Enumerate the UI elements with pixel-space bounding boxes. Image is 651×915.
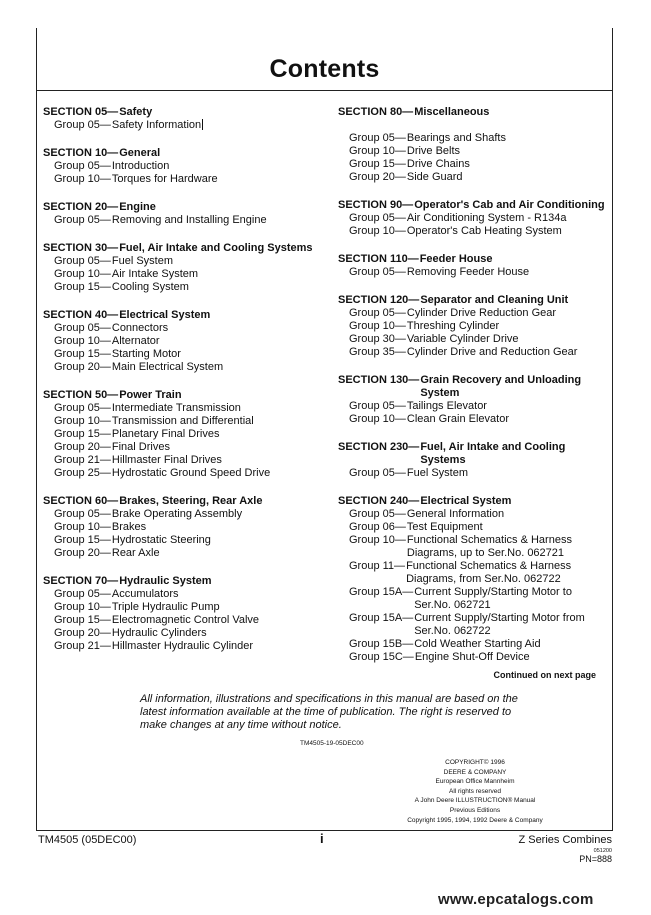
copyright-line: COPYRIGHT© 1996 [445, 759, 505, 766]
toc-group-entry[interactable] [338, 145, 608, 158]
toc-section [43, 389, 328, 480]
footer-date: 051200 [593, 848, 612, 854]
toc-group-name: Hillmaster Hydraulic Cylinder [111, 640, 254, 652]
toc-group-entry[interactable] [338, 612, 608, 638]
toc-section-heading[interactable] [43, 309, 328, 322]
toc-group-code: Group 05— [54, 214, 111, 226]
toc-section-code: SECTION 50— [43, 389, 119, 401]
toc-group-code: Group 05— [54, 255, 111, 267]
title-rule [36, 90, 613, 91]
toc-group-entry[interactable] [338, 651, 608, 664]
toc-group-code: Group 35— [349, 346, 406, 358]
toc-group-name: Final Drives [111, 441, 170, 453]
toc-group-code: Group 05— [349, 467, 406, 479]
copyright-line: Previous Editions [449, 806, 501, 814]
toc-group-name: Threshing Cylinder [406, 320, 500, 332]
toc-group-code: Group 05— [349, 400, 406, 412]
toc-group-code: Group 10— [349, 413, 406, 425]
toc-group-name: Engine Shut-Off Device [414, 651, 530, 663]
toc-group-name: Drive Belts [406, 145, 461, 157]
toc-group-entry[interactable] [43, 640, 328, 653]
toc-group-entry[interactable] [338, 638, 608, 651]
toc-group-code: Group 05— [54, 322, 111, 334]
toc-section-heading[interactable] [43, 201, 328, 214]
toc-group-code: Group 15— [54, 614, 111, 626]
toc-group-entry[interactable] [43, 627, 328, 640]
toc-section-code: SECTION 05— [43, 106, 119, 118]
toc-section-name: Fuel, Air Intake and Cooling Systems [420, 441, 566, 466]
toc-section [43, 242, 328, 294]
toc-group-name: Hydraulic Cylinders [111, 627, 207, 639]
toc-section-name: Feeder House [419, 253, 493, 265]
toc-group-code: Group 10— [349, 320, 406, 332]
toc-section-code: SECTION 240— [338, 495, 420, 507]
continued-note: Continued on next page [493, 670, 596, 680]
toc-group-entry[interactable] [338, 413, 608, 426]
toc-group-entry[interactable] [43, 119, 328, 132]
toc-group-entry[interactable] [338, 158, 608, 171]
toc-section-name: Hydraulic System [119, 575, 212, 587]
toc-group-entry[interactable] [43, 322, 328, 335]
toc-group-entry[interactable] [338, 320, 608, 333]
toc-group-code: Group 05— [349, 212, 406, 224]
toc-group-entry[interactable] [338, 346, 608, 359]
toc-group-name: Transmission and Differential [111, 415, 254, 427]
toc-group-name: Operator's Cab Heating System [406, 225, 562, 237]
toc-group-code: Group 25— [54, 467, 111, 479]
toc-group-code: Group 06— [349, 521, 406, 533]
toc-group-code: Group 10— [54, 415, 111, 427]
toc-group-entry[interactable] [43, 160, 328, 173]
toc-group-name: Main Electrical System [111, 361, 224, 373]
toc-section-heading[interactable] [338, 441, 608, 467]
toc-section-code: SECTION 30— [43, 242, 119, 254]
contents-left-column [43, 106, 328, 668]
toc-group-entry[interactable] [338, 307, 608, 320]
toc-section-code: SECTION 70— [43, 575, 119, 587]
toc-group-code: Group 05— [54, 119, 111, 131]
toc-group-name: Fuel System [111, 255, 174, 267]
toc-group-name: Electromagnetic Control Valve [111, 614, 260, 626]
toc-section-name: Separator and Cleaning Unit [420, 294, 569, 306]
toc-group-entry[interactable] [43, 588, 328, 601]
toc-group-name: Introduction [111, 160, 170, 172]
toc-section [43, 106, 328, 132]
toc-group-code: Group 15A— [349, 586, 414, 598]
toc-group-code: Group 05— [349, 508, 406, 520]
toc-group-name: Removing and Installing Engine [111, 214, 267, 226]
toc-group-code: Group 21— [54, 640, 111, 652]
toc-section-code: SECTION 230— [338, 441, 420, 453]
toc-group-code: Group 10— [349, 225, 406, 237]
toc-section-heading[interactable] [338, 253, 608, 266]
toc-group-entry[interactable] [338, 266, 608, 279]
toc-section [43, 575, 328, 653]
text-cursor-icon [202, 119, 203, 130]
toc-group-code: Group 15— [54, 281, 111, 293]
toc-group-code: Group 10— [349, 534, 406, 546]
toc-group-code: Group 20— [54, 547, 111, 559]
toc-group-entry[interactable] [43, 335, 328, 348]
toc-section [338, 294, 608, 359]
watermark-text[interactable]: www.epcatalogs.com [438, 891, 594, 908]
toc-section-name: Operator's Cab and Air Conditioning [414, 199, 605, 211]
toc-group-name: Safety Information [111, 119, 202, 131]
toc-group-name: Brake Operating Assembly [111, 508, 243, 520]
toc-group-code: Group 20— [54, 361, 111, 373]
toc-section-heading[interactable] [338, 495, 608, 508]
toc-section [43, 147, 328, 186]
toc-section-code: SECTION 120— [338, 294, 420, 306]
copyright-line: A John Deere ILLUSTRUCTION® Manual [414, 797, 536, 805]
doc-id: TM4505-19-05DEC00 [300, 740, 364, 747]
toc-section-name: Electrical System [420, 495, 512, 507]
toc-group-code: Group 05— [54, 588, 111, 600]
toc-group-code: Group 15— [54, 428, 111, 440]
toc-group-entry[interactable] [338, 333, 608, 346]
page-title: Contents [269, 55, 380, 83]
toc-group-name: Removing Feeder House [406, 266, 530, 278]
toc-group-name: Cylinder Drive Reduction Gear [406, 307, 557, 319]
toc-group-name: Functional Schematics & Harness Diagrams, up to Ser.No. 062721 [406, 534, 572, 559]
toc-section-code: SECTION 90— [338, 199, 414, 211]
footer-page-number: i [320, 831, 324, 846]
toc-group-name: Side Guard [406, 171, 463, 183]
toc-group-name: General Information [406, 508, 505, 520]
toc-group-name: Test Equipment [406, 521, 483, 533]
toc-section-name: Grain Recovery and Unloading System [420, 374, 582, 399]
toc-group-code: Group 10— [54, 601, 111, 613]
toc-group-name: Connectors [111, 322, 169, 334]
toc-section-name: Electrical System [119, 309, 211, 321]
toc-group-code: Group 05— [349, 266, 406, 278]
toc-group-code: Group 05— [54, 160, 111, 172]
toc-group-name: Alternator [111, 335, 160, 347]
toc-group-name: Hillmaster Final Drives [111, 454, 222, 466]
copyright-line: All rights reserved [448, 787, 502, 795]
toc-section-heading[interactable] [43, 147, 328, 160]
toc-group-name: Clean Grain Elevator [406, 413, 509, 425]
toc-group-code: Group 05— [349, 307, 406, 319]
toc-group-code: Group 15— [54, 534, 111, 546]
toc-group-entry[interactable] [338, 508, 608, 521]
toc-group-code: Group 05— [54, 508, 111, 520]
copyright-block [380, 758, 570, 825]
toc-group-entry[interactable] [43, 601, 328, 614]
notice-text: All information, illustrations and specifications in this manual are based on the latest information available at the time of publication. The right is reserved to make changes at any time without notice. [140, 693, 518, 731]
toc-group-code: Group 20— [54, 627, 111, 639]
toc-group-name: Triple Hydraulic Pump [111, 601, 220, 613]
toc-section-name: General [119, 147, 161, 159]
toc-section-code: SECTION 110— [338, 253, 419, 265]
footer-pn: PN=888 [579, 854, 612, 864]
toc-section-heading[interactable] [43, 389, 328, 402]
toc-group-entry[interactable] [338, 560, 608, 586]
toc-group-name: Brakes [111, 521, 147, 533]
toc-group-entry[interactable] [43, 415, 328, 428]
toc-group-entry[interactable] [338, 586, 608, 612]
footer-product-name: Z Series Combines [518, 834, 612, 846]
toc-group-name: Intermediate Transmission [111, 402, 241, 414]
toc-group-entry[interactable] [338, 225, 608, 238]
toc-group-code: Group 15— [54, 348, 111, 360]
toc-group-code: Group 21— [54, 454, 111, 466]
toc-group-code: Group 10— [54, 173, 111, 185]
toc-group-code: Group 10— [54, 268, 111, 280]
toc-group-entry[interactable] [43, 441, 328, 454]
toc-group-entry[interactable] [43, 214, 328, 227]
toc-group-name: Cold Weather Starting Aid [414, 638, 541, 650]
toc-group-name: Air Intake System [111, 268, 199, 280]
toc-group-name: Fuel System [406, 467, 469, 479]
toc-section-code: SECTION 10— [43, 147, 119, 159]
toc-section-name: Power Train [119, 389, 182, 401]
toc-group-code: Group 10— [54, 335, 111, 347]
toc-section-heading[interactable] [338, 106, 608, 119]
toc-group-name: Cylinder Drive and Reduction Gear [406, 346, 578, 358]
toc-section [338, 495, 608, 664]
toc-section-heading[interactable] [43, 575, 328, 588]
toc-section [43, 201, 328, 227]
toc-section-code: SECTION 40— [43, 309, 119, 321]
toc-group-entry[interactable] [43, 361, 328, 374]
toc-section-name: Engine [119, 201, 156, 213]
toc-group-entry[interactable] [338, 400, 608, 413]
toc-group-name: Bearings and Shafts [406, 132, 506, 144]
toc-section [338, 199, 608, 238]
toc-group-entry[interactable] [43, 281, 328, 294]
toc-group-entry[interactable] [43, 547, 328, 560]
toc-group-code: Group 05— [349, 132, 406, 144]
toc-group-name: Air Conditioning System - R134a [406, 212, 567, 224]
toc-group-code: Group 15C— [349, 651, 414, 663]
toc-section-heading[interactable] [43, 106, 328, 119]
toc-section-code: SECTION 80— [338, 106, 414, 118]
toc-section-code: SECTION 20— [43, 201, 119, 213]
toc-group-entry[interactable] [43, 402, 328, 415]
toc-group-code: Group 15B— [349, 638, 414, 650]
toc-group-entry[interactable] [43, 348, 328, 361]
toc-group-name: Functional Schematics & Harness Diagrams, from Ser.No. 062722 [406, 560, 572, 585]
toc-section [43, 309, 328, 374]
toc-group-name: Current Supply/Starting Motor from Ser.No. 062722 [414, 612, 585, 637]
toc-section-heading[interactable] [338, 374, 608, 400]
toc-section-code: SECTION 130— [338, 374, 420, 386]
toc-group-code: Group 10— [54, 521, 111, 533]
toc-group-name: Cooling System [111, 281, 189, 293]
copyright-line: Copyright 1995, 1994, 1992 Deere & Company [407, 816, 543, 824]
toc-group-name: Starting Motor [111, 348, 181, 360]
toc-group-entry[interactable] [338, 132, 608, 145]
toc-group-entry[interactable] [338, 521, 608, 534]
toc-group-code: Group 05— [54, 402, 111, 414]
toc-group-entry[interactable] [338, 171, 608, 184]
toc-group-code: Group 15— [349, 158, 406, 170]
toc-group-entry[interactable] [338, 467, 608, 480]
toc-group-entry[interactable] [43, 268, 328, 281]
toc-group-entry[interactable] [43, 454, 328, 467]
toc-section [338, 441, 608, 480]
toc-group-name: Torques for Hardware [111, 173, 218, 185]
toc-group-name: Rear Axle [111, 547, 160, 559]
toc-group-name: Planetary Final Drives [111, 428, 220, 440]
copyright-line: European Office Mannheim [435, 778, 515, 786]
toc-group-name: Variable Cylinder Drive [406, 333, 519, 345]
toc-group-entry[interactable] [43, 428, 328, 441]
toc-section-name: Brakes, Steering, Rear Axle [119, 495, 263, 507]
toc-group-entry[interactable] [43, 614, 328, 627]
toc-section [338, 106, 608, 184]
contents-right-column [338, 106, 608, 679]
toc-group-code: Group 20— [349, 171, 406, 183]
toc-group-name: Drive Chains [406, 158, 470, 170]
toc-group-code: Group 15A— [349, 612, 414, 624]
toc-group-name: Tailings Elevator [406, 400, 487, 412]
toc-group-code: Group 20— [54, 441, 111, 453]
toc-group-name: Hydrostatic Steering [111, 534, 211, 546]
toc-group-name: Hydrostatic Ground Speed Drive [111, 467, 271, 479]
toc-section-heading[interactable] [43, 495, 328, 508]
toc-section-code: SECTION 60— [43, 495, 119, 507]
toc-section-name: Safety [119, 106, 153, 118]
toc-group-entry[interactable] [43, 173, 328, 186]
toc-group-entry[interactable] [338, 534, 608, 560]
toc-section-name: Fuel, Air Intake and Cooling Systems [119, 242, 313, 254]
toc-section [338, 253, 608, 279]
toc-group-code: Group 30— [349, 333, 406, 345]
toc-section [338, 374, 608, 426]
toc-group-code: Group 10— [349, 145, 406, 157]
toc-group-entry[interactable] [43, 508, 328, 521]
toc-group-name: Accumulators [111, 588, 179, 600]
toc-section-name: Miscellaneous [414, 106, 490, 118]
toc-group-entry[interactable] [43, 255, 328, 268]
footer-manual-id: TM4505 (05DEC00) [38, 834, 137, 846]
toc-section-heading[interactable] [338, 294, 608, 307]
toc-group-entry[interactable] [43, 534, 328, 547]
copyright-line: DEERE & COMPANY [443, 768, 507, 776]
toc-group-entry[interactable] [43, 521, 328, 534]
toc-group-name: Current Supply/Starting Motor to Ser.No. 062721 [414, 586, 572, 611]
toc-section-heading[interactable] [338, 199, 608, 212]
toc-section [43, 495, 328, 560]
toc-group-entry[interactable] [43, 467, 328, 480]
toc-group-entry[interactable] [338, 212, 608, 225]
toc-section-heading[interactable] [43, 242, 328, 255]
bottom-rule [36, 830, 613, 831]
toc-group-code: Group 11— [349, 560, 406, 572]
